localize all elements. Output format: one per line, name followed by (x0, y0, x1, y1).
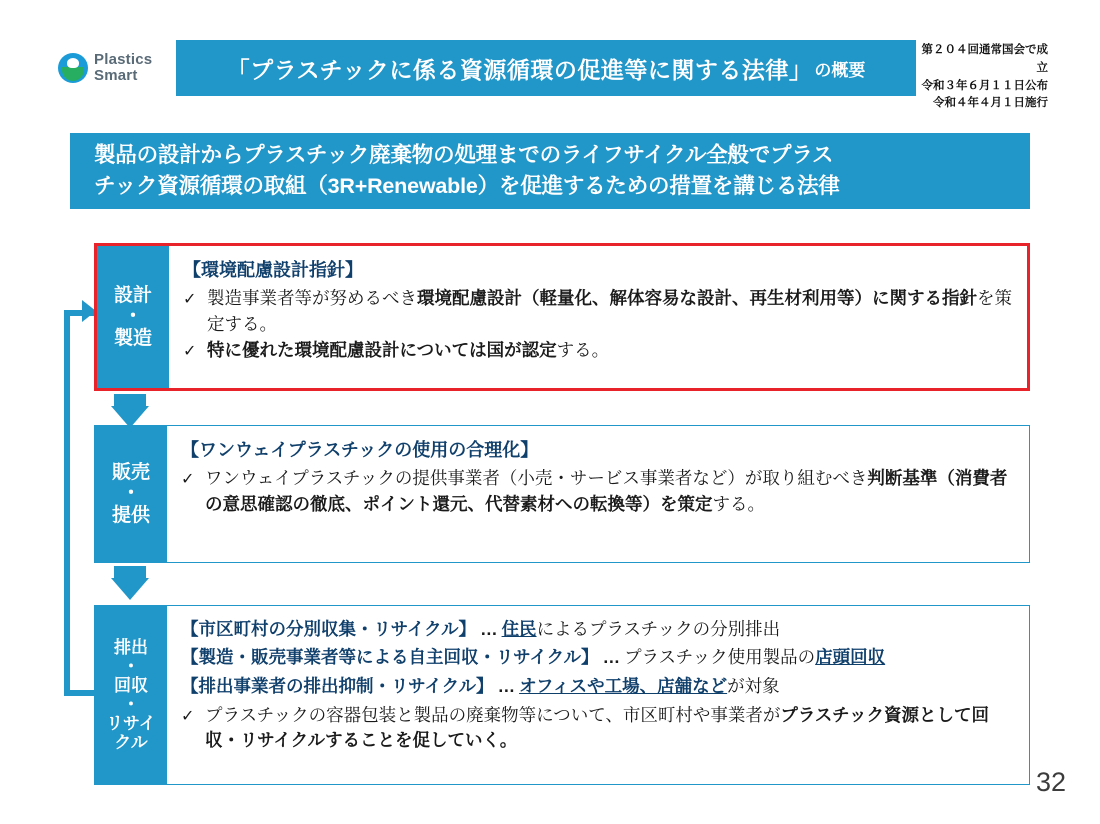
logo-line-2: Smart (94, 67, 138, 84)
stage-label-line-1: 設計 (113, 285, 152, 307)
check-icon: ✓ (183, 343, 197, 361)
bullet-item (181, 703, 1015, 754)
check-icon: ✓ (183, 291, 197, 308)
bullet-part: する。 (712, 493, 765, 514)
stage-label-line-2: ・ (121, 483, 141, 505)
bullet-text (207, 338, 1013, 364)
bullet-part-bold: プラスチック資源として回収・リサイクルすることを促していく。 (205, 704, 990, 751)
header-date-1: 第２０４回通常国会で成立 (921, 44, 1048, 74)
flow-arrow-down-icon (111, 578, 149, 600)
stage-label-line-3: 提供 (111, 504, 150, 526)
page-title: 「プラスチックに係る資源循環の促進等に関する法律」 (226, 56, 813, 83)
bullet-item (183, 286, 1013, 337)
measure-label: 【排出事業者の排出抑制・リサイクル】 (181, 675, 494, 696)
summary-banner-line-1: 製品の設計からプラスチック廃棄物の処理までのライフサイクル全般でプラス (94, 142, 834, 167)
page-number: 32 (1035, 767, 1066, 797)
stage-row-sales-provision (94, 425, 1030, 563)
measure-dots: … (602, 647, 621, 668)
stage-row-design-manufacture (94, 243, 1030, 391)
bullet-part: を策定する。 (207, 288, 1012, 334)
bullet-part-bold: 判断基準（消費者の意思確認の徹底、ポイント還元、代替素材への転換等）を策定 (205, 468, 1008, 514)
measure-tail: によるプラスチックの分別排出 (536, 619, 781, 639)
stage-label-line-2: ・ (122, 656, 140, 676)
measure-label: 【製造・販売事業者等による自主回収・リサイクル】 (181, 647, 599, 668)
stage-label-discharge-recycle (95, 606, 167, 784)
bullet-text (207, 286, 1013, 337)
bullet-part: ワンウェイプラスチックの提供事業者（小売・サービス事業者など）が取り組むべき (205, 468, 868, 488)
stage-label-line-3: 回収 (114, 675, 148, 695)
stage-heading-sales: 【ワンウェイプラスチックの使用の合理化】 (181, 440, 539, 460)
page-title-suffix: の概要 (814, 60, 866, 80)
plastics-smart-logo-icon (58, 53, 88, 83)
measure-label: 【市区町村の分別収集・リサイクル】 (181, 619, 477, 639)
header-dates (920, 42, 1048, 113)
summary-banner (70, 133, 1030, 209)
stage-label-sales-provision (95, 426, 167, 562)
stage-label-line-5: リサイ (106, 714, 156, 734)
stage-body-discharge-recycle (167, 606, 1029, 784)
measure-tail: が対象 (727, 675, 780, 696)
bullet-part: する。 (556, 340, 610, 361)
stage-label-line-4: ・ (122, 695, 140, 714)
bullet-text (205, 466, 1015, 517)
bullet-text (205, 703, 1015, 754)
stage-label-line-6: クル (114, 733, 148, 753)
stage-heading-design: 【環境配慮設計指針】 (183, 260, 363, 280)
measure-dots: … (497, 675, 516, 696)
measure-line (181, 616, 1015, 642)
recycle-feedback-connector (64, 310, 94, 696)
stage-row-discharge-recycle (94, 605, 1030, 785)
check-icon: ✓ (181, 471, 195, 488)
measure-emphasis: 住民 (501, 619, 537, 639)
measure-emphasis: オフィスや工場、店舗など (519, 675, 728, 696)
logo-text (94, 52, 152, 84)
stage-body-design-manufacture (169, 246, 1027, 388)
summary-banner-line-2: チック資源循環の取組（3R+Renewable）を促進するための措置を講じる法律 (94, 174, 840, 198)
page-header (58, 40, 1048, 110)
stage-label-line-1: 排出 (114, 637, 148, 657)
bullet-part-bold: 特に優れた環境配慮設計については国が認定 (207, 340, 557, 361)
bullet-part-bold: 環境配慮設計（軽量化、解体容易な設計、再生材利用等）に関する指針 (417, 288, 977, 308)
bullet-part: プラスチックの容器包装と製品の廃棄物等について、市区町村や事業者が (205, 704, 781, 725)
logo-line-1: Plastics (94, 51, 153, 69)
plastics-smart-logo (58, 46, 168, 90)
measure-line (181, 673, 1015, 699)
measure-dots: … (480, 619, 498, 639)
stage-label-design-manufacture (97, 246, 169, 388)
bullet-part: 製造事業者等が努めるべき (207, 288, 417, 308)
measure-pre: プラスチック使用製品の (624, 647, 816, 668)
stage-label-line-1: 販売 (111, 462, 150, 484)
page-title-bar (176, 40, 916, 96)
header-date-2: 令和３年６月１１日公布 (921, 79, 1048, 92)
measure-emphasis: 店頭回収 (815, 647, 886, 668)
measure-line (181, 644, 1015, 670)
header-date-3: 令和４年４月１日施行 (933, 97, 1048, 110)
check-icon: ✓ (181, 707, 195, 725)
stage-label-line-3: 製造 (113, 327, 152, 349)
bullet-item (181, 466, 1015, 517)
stage-label-line-2: ・ (123, 306, 143, 328)
bullet-item (183, 338, 1013, 364)
stage-body-sales-provision (167, 426, 1029, 562)
